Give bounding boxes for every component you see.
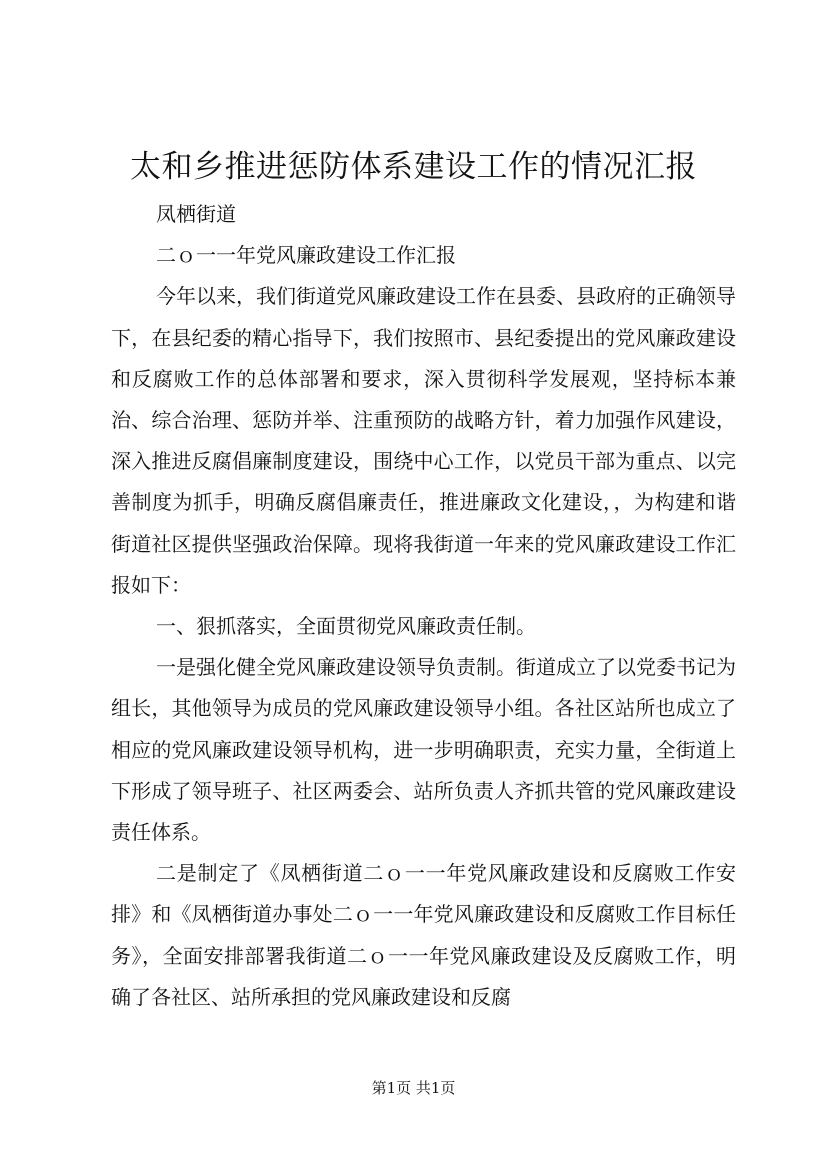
paragraph-point-one: 一是强化健全党风廉政建设领导负责制。街道成立了以党委书记为组长，其他领导为成员的党风廉政建设领导小组。各社区站所也成立了相应的党风廉政建设领导机构，进一步明确职责，充实力量，全街道上下形成了领导班子、社区两委会、站所负责人齐抓共管的党风廉政建设责任体系。: [111, 655, 736, 845]
paragraph-subtitle: 二ｏ一一年党风廉政建设工作汇报: [156, 243, 456, 268]
paragraph-author: 凤栖街道: [156, 202, 236, 226]
paragraph-section-heading: 一、狠抓落实，全面贯彻党风廉政责任制。: [156, 614, 536, 639]
paragraph-point-two: 二是制定了《凤栖街道二ｏ一一年党风廉政建设和反腐败工作安排》和《凤栖街道办事处二ｏ一一年党风廉政建设和反腐败工作目标任务》，全面安排部署我街道二ｏ一一年党风廉政建设及反腐败工作，明确了各社区、站所承担的党风廉政建设和反腐: [111, 861, 736, 1009]
paragraph-intro: 今年以来，我们街道党风廉政建设工作在县委、县政府的正确领导下，在县纪委的精心指导下，我们按照市、县纪委提出的党风廉政建设和反腐败工作的总体部署和要求，深入贯彻科学发展观，坚持标本兼治、综合治理、惩防并举、注重预防的战略方针，着力加强作风建设，深入推进反腐倡廉制度建设，围绕中心工作，以党员干部为重点、以完善制度为抓手，明确反腐倡廉责任，推进廉政文化建设，，为构建和谐街道社区提供坚强政治保障。现将我街道一年来的党风廉政建设工作汇报如下：: [111, 284, 736, 597]
document-body: [111, 194, 736, 1018]
page-footer: 第1页 共1页: [371, 1079, 456, 1097]
document-title: 太和乡推进惩防体系建设工作的情况汇报: [130, 149, 697, 185]
